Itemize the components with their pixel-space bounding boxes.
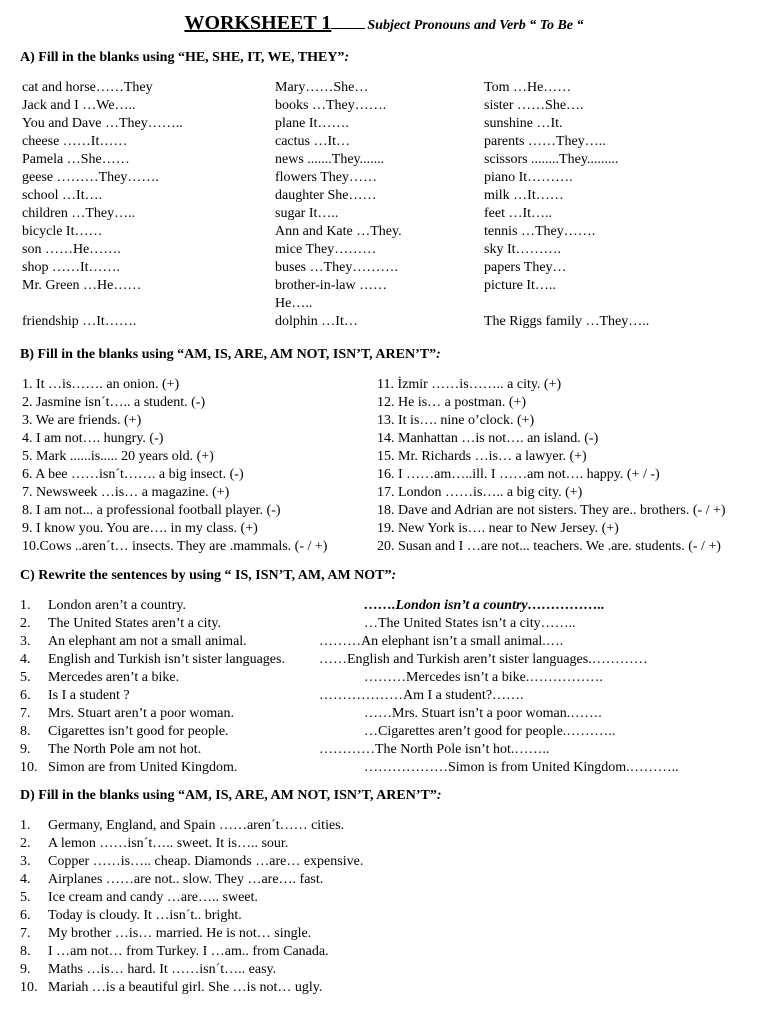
item-number: 7. bbox=[20, 706, 31, 721]
to-be-item: 5. Mark ......is..... 20 years old. (+) bbox=[22, 449, 214, 464]
to-be-item: 2. Jasmine isn´t….. a student. (-) bbox=[22, 395, 206, 410]
original-sentence: English and Turkish isn’t sister languages. bbox=[48, 652, 285, 667]
pronoun-item: cheese ……It…… bbox=[22, 134, 128, 149]
item-number: 7. bbox=[20, 926, 31, 941]
rewritten-sentence: ………An elephant isn’t a small animal.…. bbox=[319, 634, 564, 649]
rewritten-sentence: …The United States isn’t a city…….. bbox=[364, 616, 576, 631]
item-number: 5. bbox=[20, 890, 31, 905]
to-be-item: 11. İzmir ……is…….. a city. (+) bbox=[377, 377, 562, 392]
pronoun-item: papers They… bbox=[484, 260, 567, 275]
section-a-heading: A) Fill in the blanks using “HE, SHE, IT, WE, THEY”: bbox=[20, 50, 350, 65]
pronoun-item: buses …They………. bbox=[275, 260, 398, 275]
original-sentence: Is I a student ? bbox=[48, 688, 130, 703]
item-number: 9. bbox=[20, 962, 31, 977]
to-be-item: 1. It …is……. an onion. (+) bbox=[22, 377, 180, 392]
pronoun-item: He….. bbox=[275, 296, 313, 311]
to-be-item: 12. He is… a postman. (+) bbox=[377, 395, 527, 410]
fill-sentence: Airplanes ……are not.. slow. They …are…. fast. bbox=[48, 872, 324, 887]
pronoun-item: Mary……She… bbox=[275, 80, 369, 95]
item-number: 4. bbox=[20, 652, 31, 667]
pronoun-item: shop ……It……. bbox=[22, 260, 120, 275]
pronoun-item: sister ……She…. bbox=[484, 98, 584, 113]
rewritten-sentence: ……Mrs. Stuart isn’t a poor woman.……. bbox=[364, 706, 602, 721]
pronoun-item: parents ……They….. bbox=[484, 134, 606, 149]
item-number: 3. bbox=[20, 634, 31, 649]
section-c-heading: C) Rewrite the sentences by using “ IS, ISN’T, AM, AM NOT”: bbox=[20, 568, 397, 583]
to-be-item: 18. Dave and Adrian are not sisters. They are.. brothers. (- / +) bbox=[377, 503, 726, 518]
item-number: 8. bbox=[20, 944, 31, 959]
rewritten-sentence: ………Mercedes isn’t a bike.……………. bbox=[364, 670, 603, 685]
item-number: 10. bbox=[20, 980, 38, 995]
to-be-item: 3. We are friends. (+) bbox=[22, 413, 142, 428]
pronoun-item: sunshine …It. bbox=[484, 116, 563, 131]
original-sentence: The North Pole am not hot. bbox=[48, 742, 202, 757]
title-underline-gap bbox=[331, 14, 365, 29]
to-be-item: 6. A bee ……isn´t……. a big insect. (-) bbox=[22, 467, 244, 482]
rewritten-sentence: ……English and Turkish aren’t sister languages.………… bbox=[319, 652, 648, 667]
pronoun-item: children …They….. bbox=[22, 206, 136, 221]
fill-sentence: I …am not… from Turkey. I …am.. from Canada. bbox=[48, 944, 329, 959]
item-number: 6. bbox=[20, 688, 31, 703]
pronoun-item: cat and horse……They bbox=[22, 80, 153, 95]
section-d-heading: D) Fill in the blanks using “AM, IS, ARE, AM NOT, ISN’T, AREN’T”: bbox=[20, 788, 442, 803]
fill-sentence: Maths …is… hard. It ……isn´t….. easy. bbox=[48, 962, 277, 977]
to-be-item: 20. Susan and I …are not... teachers. We .are. students. (- / +) bbox=[377, 539, 721, 554]
pronoun-item: Ann and Kate …They. bbox=[275, 224, 402, 239]
fill-sentence: Ice cream and candy …are….. sweet. bbox=[48, 890, 258, 905]
to-be-item: 16. I ……am…..ill. I ……am not…. happy. (+ / -) bbox=[377, 467, 660, 482]
pronoun-item: scissors ........They......... bbox=[484, 152, 619, 167]
pronoun-item: flowers They…… bbox=[275, 170, 377, 185]
pronoun-item: geese ………They……. bbox=[22, 170, 159, 185]
item-number: 2. bbox=[20, 616, 31, 631]
item-number: 6. bbox=[20, 908, 31, 923]
pronoun-item: piano It………. bbox=[484, 170, 573, 185]
pronoun-item: sky It………. bbox=[484, 242, 561, 257]
to-be-item: 19. New York is…. near to New Jersey. (+) bbox=[377, 521, 619, 536]
pronoun-item: news .......They....... bbox=[275, 152, 385, 167]
pronoun-item: books …They……. bbox=[275, 98, 387, 113]
pronoun-item: brother-in-law …… bbox=[275, 278, 388, 293]
to-be-item: 15. Mr. Richards …is… a lawyer. (+) bbox=[377, 449, 587, 464]
to-be-item: 8. I am not... a professional football player. (-) bbox=[22, 503, 281, 518]
pronoun-item: sugar It….. bbox=[275, 206, 339, 221]
title-main: WORKSHEET 1 bbox=[184, 12, 332, 34]
to-be-item: 4. I am not…. hungry. (-) bbox=[22, 431, 164, 446]
fill-sentence: My brother …is… married. He is not… single. bbox=[48, 926, 312, 941]
original-sentence: Simon are from United Kingdom. bbox=[48, 760, 238, 775]
rewritten-sentence: …………The North Pole isn’t hot.…….. bbox=[319, 742, 550, 757]
pronoun-item: cactus …It… bbox=[275, 134, 351, 149]
pronoun-item: You and Dave …They…….. bbox=[22, 116, 183, 131]
pronoun-item: bicycle It…… bbox=[22, 224, 103, 239]
pronoun-item: The Riggs family …They….. bbox=[484, 314, 650, 329]
fill-sentence: A lemon ……isn´t….. sweet. It is….. sour. bbox=[48, 836, 289, 851]
item-number: 1. bbox=[20, 818, 31, 833]
item-number: 10. bbox=[20, 760, 38, 775]
to-be-item: 9. I know you. You are…. in my class. (+) bbox=[22, 521, 258, 536]
pronoun-item: Jack and I …We….. bbox=[22, 98, 136, 113]
pronoun-item: picture It….. bbox=[484, 278, 556, 293]
pronoun-item: friendship …It……. bbox=[22, 314, 137, 329]
pronoun-item: feet …It….. bbox=[484, 206, 553, 221]
original-sentence: London aren’t a country. bbox=[48, 598, 187, 613]
fill-sentence: Germany, England, and Spain ……aren´t…… cities. bbox=[48, 818, 345, 833]
item-number: 3. bbox=[20, 854, 31, 869]
item-number: 2. bbox=[20, 836, 31, 851]
original-sentence: Mrs. Stuart aren’t a poor woman. bbox=[48, 706, 234, 721]
pronoun-item: son ……He……. bbox=[22, 242, 121, 257]
to-be-item: 13. It is…. nine o’clock. (+) bbox=[377, 413, 535, 428]
fill-sentence: Today is cloudy. It …isn´t.. bright. bbox=[48, 908, 242, 923]
pronoun-item: daughter She…… bbox=[275, 188, 377, 203]
worksheet-title bbox=[0, 12, 768, 35]
item-number: 5. bbox=[20, 670, 31, 685]
pronoun-item: tennis …They……. bbox=[484, 224, 596, 239]
to-be-item: 10.Cows ..aren´t… insects. They are .mammals. (- / +) bbox=[22, 539, 328, 554]
to-be-item: 7. Newsweek …is… a magazine. (+) bbox=[22, 485, 230, 500]
pronoun-item: dolphin …It… bbox=[275, 314, 358, 329]
pronoun-item: Pamela …She…… bbox=[22, 152, 130, 167]
fill-sentence: Mariah …is a beautiful girl. She …is not… ugly. bbox=[48, 980, 323, 995]
rewritten-sentence: …Cigarettes aren’t good for people.……….. bbox=[364, 724, 616, 739]
item-number: 8. bbox=[20, 724, 31, 739]
item-number: 4. bbox=[20, 872, 31, 887]
fill-sentence: Copper ……is….. cheap. Diamonds …are… expensive. bbox=[48, 854, 364, 869]
pronoun-item: milk …It…… bbox=[484, 188, 564, 203]
pronoun-item: mice They……… bbox=[275, 242, 377, 257]
title-subtitle: Subject Pronouns and Verb “ To Be “ bbox=[367, 18, 584, 33]
pronoun-item: school …It…. bbox=[22, 188, 103, 203]
to-be-item: 14. Manhattan …is not…. an island. (-) bbox=[377, 431, 599, 446]
item-number: 1. bbox=[20, 598, 31, 613]
original-sentence: Cigarettes isn’t good for people. bbox=[48, 724, 229, 739]
original-sentence: The United States aren’t a city. bbox=[48, 616, 221, 631]
pronoun-item: Mr. Green …He…… bbox=[22, 278, 142, 293]
rewritten-sentence: ………………Am I a student?……. bbox=[319, 688, 524, 703]
rewritten-sentence: ………………Simon is from United Kingdom.……….. bbox=[364, 760, 679, 775]
to-be-item: 17. London ……is….. a big city. (+) bbox=[377, 485, 583, 500]
pronoun-item: plane It……. bbox=[275, 116, 349, 131]
item-number: 9. bbox=[20, 742, 31, 757]
section-b-heading: B) Fill in the blanks using “AM, IS, ARE, AM NOT, ISN’T, AREN’T”: bbox=[20, 347, 441, 362]
pronoun-item: Tom …He…… bbox=[484, 80, 572, 95]
original-sentence: An elephant am not a small animal. bbox=[48, 634, 247, 649]
original-sentence: Mercedes aren’t a bike. bbox=[48, 670, 180, 685]
rewritten-sentence: …….London isn’t a country…………….. bbox=[364, 598, 605, 613]
